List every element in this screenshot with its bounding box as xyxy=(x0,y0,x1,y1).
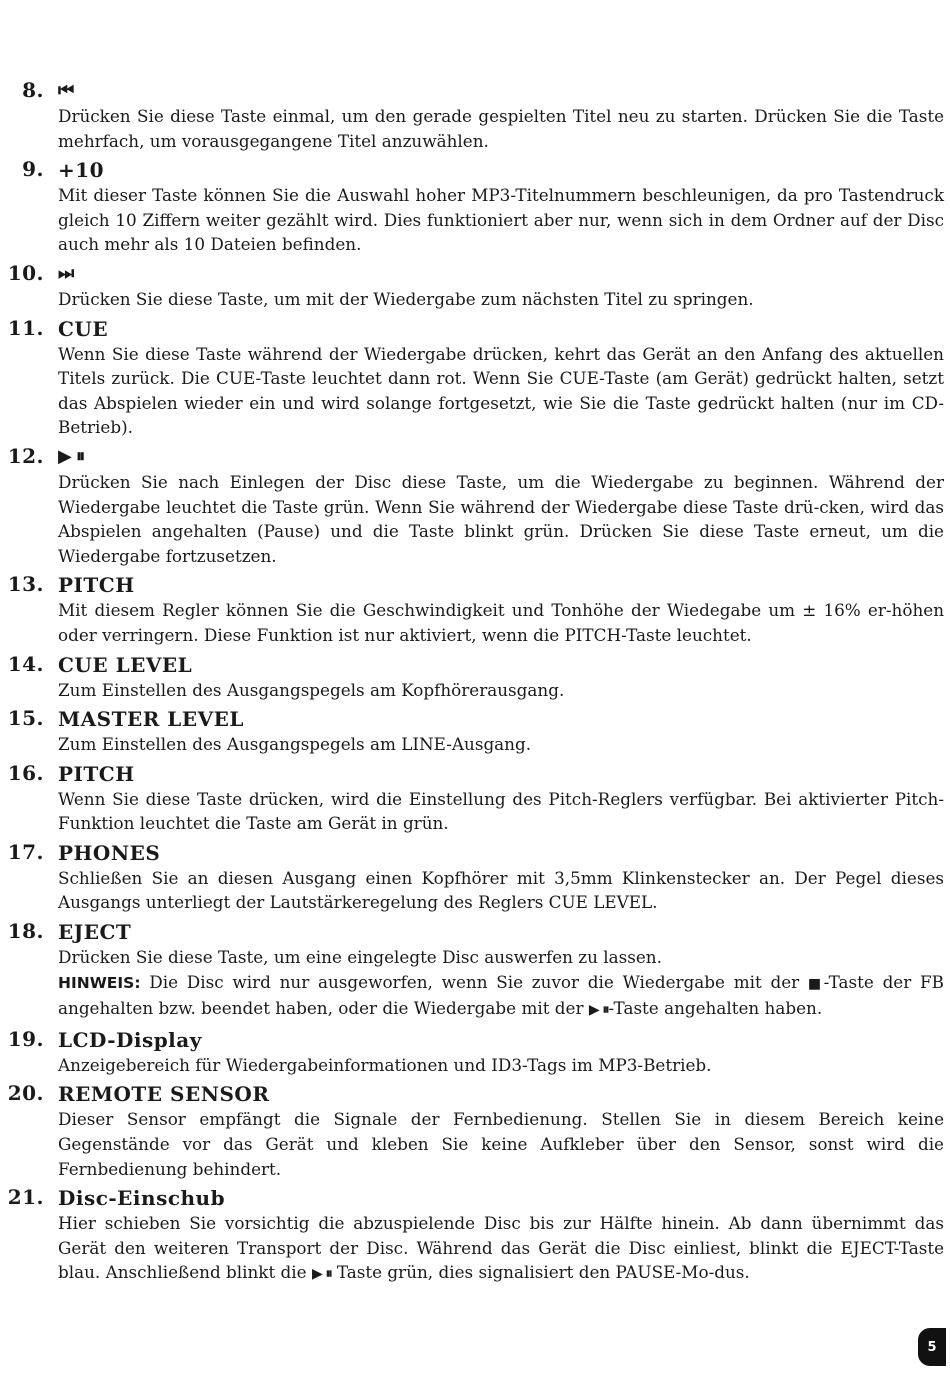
item-number: 13. xyxy=(7,572,44,597)
skip-back-icon: ⏮ xyxy=(58,80,74,101)
note-paragraph xyxy=(58,970,950,1023)
item-number: 18. xyxy=(7,919,44,944)
item-title: MASTER LEVEL xyxy=(58,707,244,732)
play-pause-icon: ▶ ⏸ xyxy=(58,445,85,467)
item-title: LCD-Display xyxy=(58,1027,202,1052)
item-14 xyxy=(0,652,950,703)
note-label: HINWEIS: xyxy=(58,973,141,992)
item-title: CUE LEVEL xyxy=(58,652,193,677)
item-number: 8. xyxy=(22,78,44,102)
item-description xyxy=(58,1211,950,1287)
play-pause-icon: ▶ ⏸ xyxy=(588,1002,609,1019)
item-description: Mit dieser Taste können Sie die Auswahl hoher MP3-Titelnummern beschleunigen, da pro Tastendruck gleich 10 Ziffern weiter gezählt wird. Dies funktioniert aber nur, wenn sich in dem Ordner auf der Disc auch mehr als 10 Dateien befinden. xyxy=(58,185,944,255)
item-number: 12. xyxy=(7,443,44,468)
item-number: 16. xyxy=(7,760,44,785)
item-18 xyxy=(0,919,950,1023)
item-13 xyxy=(0,572,950,647)
item-description: Schließen Sie an diesen Ausgang einen Kopfhörer mit 3,5mm Klinkenstecker an. Der Pegel dieses Ausgangs unterliegt der Lautstärkeregelung des Reglers CUE LEVEL. xyxy=(58,867,944,913)
page-number: 5 xyxy=(918,1328,946,1366)
item-15 xyxy=(0,706,950,757)
item-number: 11. xyxy=(7,315,44,340)
stop-icon: ■ xyxy=(807,975,824,992)
item-description: Zum Einstellen des Ausgangspegels am Kopfhörerausgang. xyxy=(58,679,565,700)
item-title: REMOTE SENSOR xyxy=(58,1082,270,1107)
item-description: Wenn Sie diese Taste während der Wiedergabe drücken, kehrt das Gerät an den Anfang des aktuellen Titels zurück. Die CUE-Taste leuchtet dann rot. Wenn Sie CUE-Taste (am Gerät) gedrückt halten, setzt das Abspielen wieder ein und wird solange fortgesetzt, wie Sie die Taste gedrückt halten (nur im CD-Betrieb). xyxy=(58,343,944,438)
item-19 xyxy=(0,1027,950,1078)
item-number: 21. xyxy=(7,1185,44,1210)
item-21 xyxy=(0,1185,950,1287)
item-number: 17. xyxy=(7,839,44,864)
item-number: 19. xyxy=(7,1026,44,1051)
item-16 xyxy=(0,761,950,836)
manual-page xyxy=(0,78,950,1291)
item-description: Drücken Sie diese Taste, um mit der Wiedergabe zum nächsten Titel zu springen. xyxy=(58,288,754,309)
item-20 xyxy=(0,1081,950,1181)
item-description: Drücken Sie diese Taste, um eine eingelegte Disc auswerfen zu lassen. xyxy=(58,947,662,968)
item-17 xyxy=(0,840,950,915)
play-pause-icon: ▶ ⏸ xyxy=(311,1266,332,1283)
item-number: 20. xyxy=(7,1081,44,1106)
note-text: -Taste angehalten haben. xyxy=(608,998,823,1019)
item-description: Wenn Sie diese Taste drücken, wird die Einstellung des Pitch-Reglers verfügbar. Bei aktivierter Pitch-Funktion leuchtet die Taste am Gerät in grün. xyxy=(58,788,944,834)
skip-forward-icon: ⏭ xyxy=(58,262,74,284)
item-number: 9. xyxy=(22,157,44,182)
item-title: PITCH xyxy=(58,573,135,598)
item-number: 15. xyxy=(7,706,44,731)
item-title: PITCH xyxy=(58,761,135,786)
item-description: Zum Einstellen des Ausgangspegels am LINE-Ausgang. xyxy=(58,734,532,755)
item-title: CUE xyxy=(58,316,109,341)
item-description: Mit diesem Regler können Sie die Geschwindigkeit und Tonhöhe der Wiedegabe um ± 16% er-höhen oder verringern. Diese Funktion ist nur aktiviert, wenn die PITCH-Taste leuchtet. xyxy=(58,600,944,645)
note-text: -Taste der FB angehalten bzw. beendet haben, oder die Wiedergabe mit der xyxy=(58,971,944,1019)
item-number: 14. xyxy=(7,651,44,676)
item-9 xyxy=(0,157,950,257)
item-title: EJECT xyxy=(58,920,132,945)
item-10 xyxy=(0,261,950,312)
item-description: Drücken Sie diese Taste einmal, um den gerade gespielten Titel neu zu starten. Drücken Sie die Taste mehrfach, um vorausgegangene Titel anzuwählen. xyxy=(58,106,944,151)
item-title: Disc-Einschub xyxy=(58,1186,226,1211)
description-text: Hier schieben Sie vorsichtig die abzuspielende Disc bis zur Hälfte hinein. Ab dann übernimmt das Gerät den weiteren Transport der Disc. Während das Gerät die Disc einliest, blinkt die EJECT-Taste blau. Anschließend blinkt die xyxy=(58,1213,944,1283)
item-12 xyxy=(0,444,950,568)
item-8 xyxy=(0,78,950,153)
note-text: Die Disc wird nur ausgeworfen, wenn Sie zuvor die Wiedergabe mit der xyxy=(140,971,808,992)
item-description: Anzeigebereich für Wiedergabeinformationen und ID3-Tags im MP3-Betrieb. xyxy=(58,1054,712,1075)
item-title: PHONES xyxy=(58,840,161,865)
item-number: 10. xyxy=(7,260,44,285)
item-description: Drücken Sie nach Einlegen der Disc diese Taste, um die Wiedergabe zu beginnen. Während der Wiedergabe leuchtet die Taste grün. Wenn Sie während der Wiedergabe diese Taste drü-cken, wird das Abspielen angehalten (Pause) und die Taste blinkt grün. Drücken Sie diese Taste erneut, um die Wiedergabe fortzusetzen. xyxy=(58,471,944,566)
description-text: Taste grün, dies signalisiert den PAUSE-Mo-dus. xyxy=(331,1262,750,1283)
item-11 xyxy=(0,316,950,440)
item-description: Dieser Sensor empfängt die Signale der Fernbedienung. Stellen Sie in diesem Bereich keine Gegenstände vor das Gerät und kleben Sie keine Aufkleber über den Sensor, sonst wird die Fernbedienung behindert. xyxy=(58,1109,944,1179)
item-title: +10 xyxy=(58,158,105,183)
